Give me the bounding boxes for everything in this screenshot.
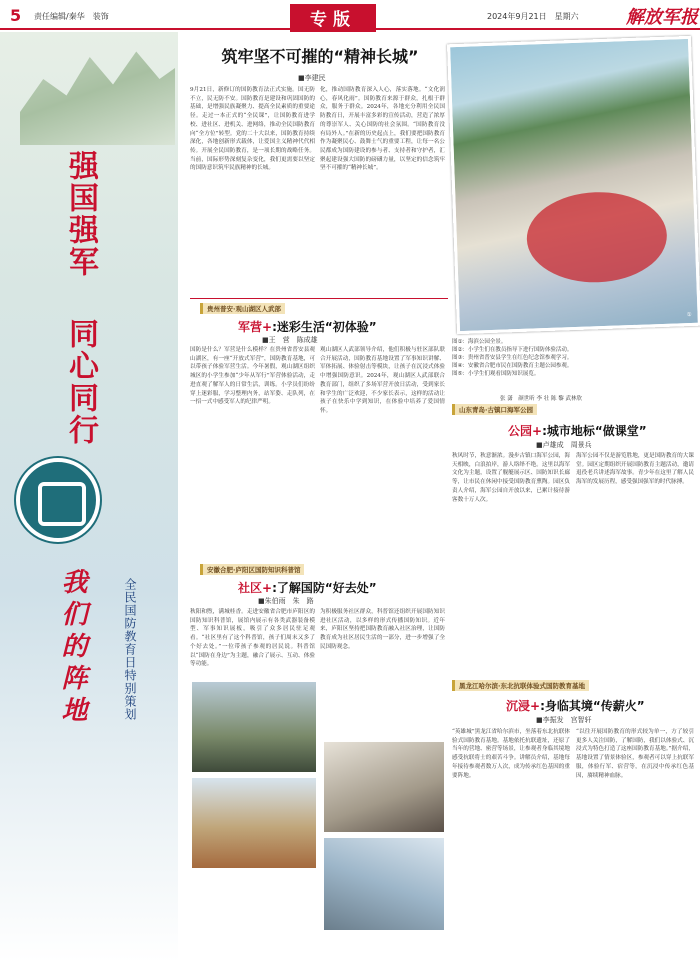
- s1-headline: 军营+:迷彩生活“初体验”: [238, 320, 377, 334]
- s2-column-2: 海军公园不仅是游览胜地，更是国防教育的大课堂。园区定期组织开展国防教育主题活动，邀请退役老兵讲述海军故事。青少年在这里了解人民海军的发展历程，感受强国强军的时代脉搏。: [576, 453, 694, 486]
- lead-column-2: 化，推动国防教育深入人心，落实落地。“文化润心，春风化雨”。国防教育来源于群众，扎根于群众，服务于群众。2024年，各地充分利用全民国防教育日，开展丰富多彩的宣传活动，营造了浓厚的尊崇军人、关心国防的社会氛围。“国防教育没有局外人。”在新的历史起点上，我们要把国防教育作为凝聚民心、鼓舞士气的重要工程，让每一名公民都成为国防建设的参与者、支持者和守护者，汇聚起建设强大国防的磅礴力量，以坚定的信念筑牢坚不可摧的“精神长城”。: [320, 87, 445, 172]
- divider: [190, 298, 448, 299]
- red-garden-shape: [525, 190, 668, 285]
- photo-exhibition: [324, 838, 444, 930]
- slogan-strong-nation: 强国强军: [63, 150, 98, 278]
- s4-byline: ■李振发 宫智轩: [536, 716, 592, 724]
- s1-column-1: 国防是什么？军营是什么模样？在贵州省普安县观山湖区，有一座“开放式军营”，国防教育基地，可以带孩子体验军营生活。今年暑假，观山湖区组织城区的小学生参加“少年从军行”军营体验活动，走进直观了解军人的日常生活，训练。小学员们纷纷穿上迷彩服，学习整理内务，站军姿、走队列，在一招一式中感受军人的纪律严明。: [190, 347, 315, 406]
- s4-column-1: “英雄城”黑龙江省哈尔滨市，坐落着东北抗联体验式国防教育基地。基地依托抗联遗址，还原了当年的营地、密营等场景，让参观者身临其境地感受抗联将士的艰苦斗争。讲解员介绍，基地每年接待参观者数万人次，成为传承红色基因的重要阵地。: [452, 729, 570, 779]
- coastal-park-photo: [447, 36, 700, 334]
- lead-headline: 筑牢坚不可摧的“精神长城”: [221, 47, 419, 66]
- emblem-icon: [16, 458, 100, 542]
- s3-byline: ■朱伯雨 朱 路: [258, 597, 314, 605]
- photo1-number: ①: [686, 311, 692, 319]
- s4-location-label: 黑龙江哈尔滨·东北抗联体验式国防教育基地: [452, 680, 589, 691]
- photo-credit: 张 潇 颜世昕 李 壮 陈 黎 武林欣: [500, 396, 582, 402]
- s2-byline: ■卢雄成 周景兵: [536, 441, 592, 449]
- s3-location-label: 安徽合肥·庐阳区国防知识科普馆: [200, 564, 304, 575]
- s3-column-1: 秋阳和煦，满城桂香。走进安徽省合肥市庐阳区的国防知识科普馆，展馆内展示有各类武器装备模型、军事知识展板，吸引了众多居民驻足观看。“社区里有了这个科普馆，孩子们周末又多了个好去处。”一位带孩子参观的居民说。科普馆以“国防在身边”为主题，融合了展示、互动、体验等功能。: [190, 609, 315, 668]
- section-title: 专版: [290, 4, 376, 32]
- photo-children-climbing: [192, 682, 316, 772]
- s4-headline: 沉浸+:身临其境“传薪火”: [506, 699, 645, 713]
- photo-statue: [192, 778, 316, 868]
- issue-date: 2024年9月21日 星期六: [487, 12, 579, 21]
- s2-column-1: 秋风时节，秋意渐浓。漫步古镇口海军公园，海天相映，白浪拍岸，游人络绎不绝。这里以海军文化为主题，设置了舰艇展示区、国防知识长廊等，让市民在休闲中接受国防教育熏陶。园区负责人介绍，海军公园自开放以来，已累计接待游客数十万人次。: [452, 453, 570, 503]
- slogan-script: 我们的阵地: [57, 568, 87, 728]
- s2-location-label: 山东青岛·古镇口海军公园: [452, 404, 537, 415]
- s3-headline: 社区+:了解国防“好去处”: [238, 581, 377, 595]
- photo-captions: 图①：海滨公园全景。 图②：小学生们在教员指导下进行国防体验活动。 图③：贵州省普安县学生在红色纪念馆参观学习。 图④：安徽省合肥市民在国防教育主题公园参观。 图⑤：小学生们观看国防知识展览。: [452, 339, 573, 377]
- lead-byline: ■李建民: [298, 74, 326, 82]
- newspaper-logo: 解放军报: [626, 7, 698, 28]
- s1-column-2: 观山湖区人武部领导介绍，他们积极与驻区部队联合开展活动，国防教育基地设置了军事知识讲解、军体拓展、体验射击等模块，让孩子在沉浸式体验中增强国防意识。2024年，观山湖区人武部联合教育部门，组织了多场军营开放日活动，受到家长和学生的广泛欢迎，不少家长表示，这样的活动让孩子在快乐中学到知识，在体验中培养了爱国情怀。: [320, 347, 445, 414]
- s1-location-label: 贵州普安·观山湖区人武部: [200, 303, 285, 314]
- lead-column-1: 9月21日，新修订的国防教育法正式实施。国无防不立，民无防不安。国防教育是建设和巩固国防的基础，是增强民族凝聚力、提高全民素质的重要途径。走过一本正式的“全民课”，让国防教育进学校、进社区、进机关、进网络，推动全民国防教育向“全方位”转型。党的二十大以来，国防教育持续深化，各地创新形式载体，让爱国主义精神代代相传。开展全民国防教育，是一项长期的战略任务。当前，国际形势深刻复杂变化，我们更需要以坚定的国防意识筑牢民族精神的长城。: [190, 87, 315, 172]
- photo-museum-visit: [324, 742, 444, 832]
- s2-headline: 公园+:城市地标“做课堂”: [508, 424, 647, 438]
- s3-column-2: 为积极服务社区群众，科普馆还组织开展国防知识进社区活动，以多样的形式传播国防知识。近年来，庐阳区坚持把国防教育融入社区治理，让国防教育成为社区居民生活的一部分，进一步增强了全民国防观念。: [320, 609, 445, 650]
- slogan-together: 同心同行: [63, 318, 98, 446]
- s4-column-2: “以往开展国防教育的形式较为单一，方了较引更多人关注国防，了解国防，我们以体验式、沉浸式为特色打造了这座国防教育基地。”据介绍，基地设置了情景体验区，参观者可以穿上抗联军服，体验行军、宿营等，在沉浸中传承红色基因，赓续精神血脉。: [576, 729, 694, 779]
- s1-byline: ■王 营 陈成雄: [262, 336, 318, 344]
- page-number: 5: [10, 6, 22, 25]
- editor-line: 责任编辑/秦华 装饰: [34, 12, 109, 21]
- special-subtitle: 全民国防教育日特别策划: [123, 578, 137, 721]
